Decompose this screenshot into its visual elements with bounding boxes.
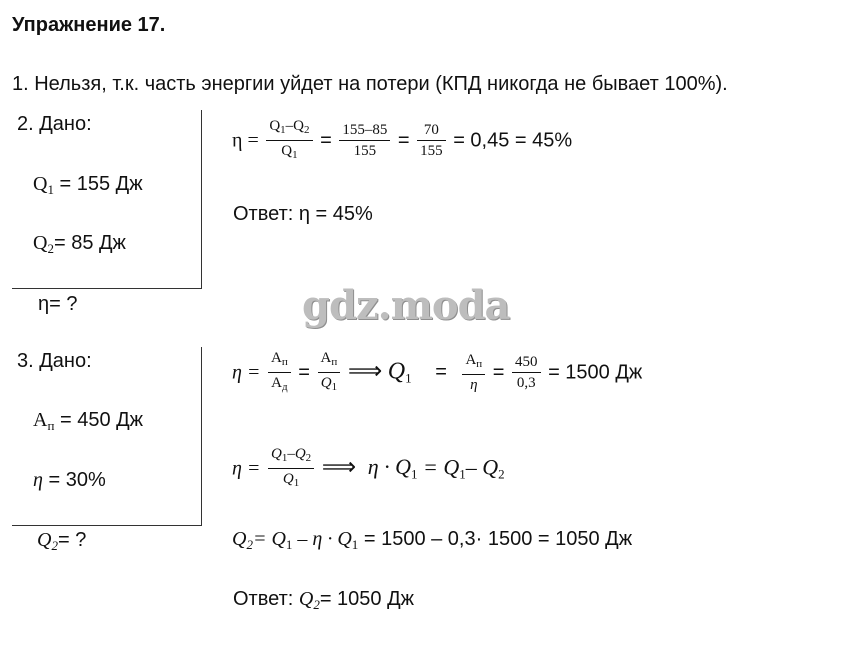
task3-given-eta: η = 30%	[33, 469, 106, 491]
task2-answer: Ответ: η = 45%	[233, 203, 373, 225]
task3-given-divider-vertical	[201, 347, 202, 525]
task2-given-divider-vertical	[201, 110, 202, 288]
task2-given-divider-horizontal	[12, 288, 202, 289]
task3-formula-line1: η = $\frac{А_п}{А_д}$ = $\frac{А_п}{Q_1}$ ⟹ $Q_1$ = $\frac{А_п}{\eta}$ = $\frac{450}{0,3}$ = 1500 Дж	[232, 350, 642, 396]
task2-fraction-simplified: $\frac{70}{155}$	[417, 122, 446, 160]
task3-fraction-q-diff: $\frac{Q_1-Q_2}{Q_1}$	[268, 446, 314, 492]
task2-find: η= ?	[38, 293, 78, 315]
task2-header: 2. Дано:	[17, 113, 92, 135]
task3-formula-line3: $Q_2= Q_1 - \eta \cdot Q_1 = 1500 - 0,3\cdot 1500 = 1050$ Дж	[232, 528, 633, 552]
page-title: Упражнение 17.	[12, 14, 166, 36]
task2-fraction-numeric: $\frac{155-85}{155}$	[339, 122, 390, 160]
answer-item-1: 1. Нельзя, т.к. часть энергии уйдет на потери (КПД никогда не бывает 100%).	[12, 73, 728, 95]
watermark-logo: gdz.moda	[302, 282, 510, 329]
task2-formula: η = $\frac{Q_1-Q_2}{Q_1}$ = $\frac{155-85}{155}$ = $\frac{70}{155}$ = 0,45 = 45%	[232, 118, 572, 164]
task3-header: 3. Дано:	[17, 350, 92, 372]
task3-given-divider-horizontal	[12, 525, 202, 526]
task2-fraction-symbolic: $\frac{Q_1-Q_2}{Q_1}$	[266, 118, 312, 164]
task2-given-q2: $Q_2= 85$ Дж	[33, 232, 126, 256]
task3-fraction-ap-eta: $\frac{А_п}{\eta}$	[462, 352, 485, 394]
task3-fraction-ap-q1: $\frac{А_п}{Q_1}$	[318, 350, 341, 396]
task3-fraction-numeric: $\frac{450}{0,3}$	[512, 354, 541, 392]
task3-answer: Ответ: $Q_2= 1050$ Дж	[233, 588, 415, 612]
task3-fraction-ap-ad: $\frac{А_п}{А_д}$	[268, 350, 291, 396]
task3-find: $Q_2=$ ?	[37, 529, 87, 553]
task3-formula-line2: η = $\frac{Q_1-Q_2}{Q_1}$ ⟹ $\eta \cdot Q_1 = Q_1-$ $Q_2$	[232, 446, 505, 492]
task2-given-q1: $Q_1 = 155$ Дж	[33, 173, 143, 197]
task3-given-ap: $А_п = 450$ Дж	[33, 409, 144, 433]
